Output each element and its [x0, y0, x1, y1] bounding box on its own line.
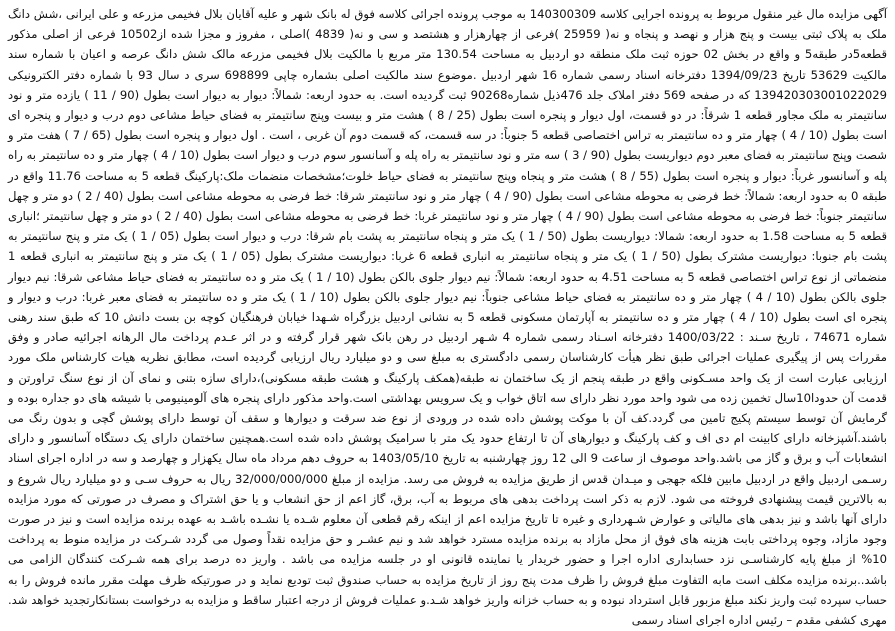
auction-notice-text: آگهی مزایده مال غیر منقول مربوط به پرونده اجرایی کلاسه 140300309 به موجب پرونده اجرائی کلاسه فوق له بانک شهر و علیه آقایان بلال فخیمی مزرعه و علی ایرانی ،شش دانگ ملک به پلاک ثبتی بیست و پنج هزار و نهصد و پنجاه و نه( 25959 )فرعی از چهارهزار و هشتصد و سی و نه( 4839 )اصلی ، مفروز و مجزا شده از10502 فرعی از اصلی مذکور قطعه5در طبقه5 و واقع در بخش 02 حوزه ثبت ملک منطقه دو اردبیل به مساحت 130.54 متر مربع با مالکیت بلال فخیمی مزرعه مالک شش دانگ عرصه و اعیان با شماره سند مالکیت 53629 تاریخ 1394/09/23 دفترخانه اسناد رسمی شماره 16 شهر اردبیل .موضوع سند مالکیت اصلی بشماره چاپی 698899 سری د سال 93 با شماره دفتر الکترونیکی 139420303001022029 که در صفحه 569 دفتر املاک جلد 476ذیل شماره90268 ثبت گردیده است. به حدود اربعه: شمالاً: دیوار به دیوار است بطول (90 / 11 ) یازده متر و نود سانتیمتر به ملک مجاور قطعه 1 شرقاً: در دو قسمت، اول دیوار و پنجره است بطول (25 / 8 ) هشت متر و بیست وپنج سانتیمتر به فضای حیاط مشاعی دوم درب و دیوار و پنجره ای است بطول (10 / 4 ) چهار متر و ده سانتیمتر به تراس اختصاصی قطعه 5 جنوباً: در سه قسمت، که قسمت دوم آن غربی ، است . اول دیوار و پنجره است بطول (65 / 7 ) هفت متر و شصت وپنج سانتیمتر به فضای معبر دوم دیواریست بطول (90 / 3 ) سه متر و نود سانتیمتر به راه پله و آسانسور سوم درب و دیوار است بطول (10 / 4 ) چهار متر و ده سانتیمتر به راه پله و آسانسور غرباً: دیوار و پنجره است بطول (55 / 8 ) هشت متر و پنجاه وپنج سانتیمتر به فضای حیاط خلوت؛مشخصات منضمات ملک:پارکینگ قطعه 5 به مساحت 11.76 واقع در طبقه 0 به حدود اربعه: شمالاً: خط فرضی به محوطه مشاعی است بطول (90 / 4 ) چهار متر و نود سانتیمتر شرقا: خط فرضی به محوطه مشاعی است بطول (40 / 2 ) دو متر و چهل سانتیمتر جنوباً: خط فرضی به محوطه مشاعی است بطول (90 / 4 ) چهار متر و نود سانتیمتر غربا: خط فرضی به محوطه مشاعی است بطول (40 / 2 ) دو متر و چهل سانتیمتر ؛انباری قطعه 5 به مساحت 1.58 به حدود اربعه: شمالا: دیواریست بطول (50 / 1 ) یک متر و پنجاه سانتیمتر به پشت بام شرقا: درب و دیوار است بطول (05 / 1 ) یک متر و پنج سانتیمتر به پشت بام جنوبا: دیواریست مشترک بطول (50 / 1 ) یک متر و پنجاه سانتیمتر به انباری قطعه 6 غربا: دیواریست مشترک بطول (05 / 1 ) یک متر و پنج سانتیمتر به انباری قطعه 1 منضماتی از نوع تراس اختصاصی قطعه 5 به مساحت 4.51 به حدود اربعه: شمالاً: نیم دیوار جلوی بالکن بطول (10 / 1 ) یک متر و ده سانتیمتر به فضای حیاط مشاعی شرقا: نیم دیوار جلوی بالکن بطول (10 / 4 ) چهار متر و ده سانتیمتر به فضای حیاط مشاعی جنوباً: نیم دیوار جلوی بالکن بطول (10 / 1 ) یک متر و ده سانتیمتر به فضای معبر غربا: درب و دیوار و پنجره ای است بطول (10 / 4 ) چهار متر و ده سانتیمتر به آپارتمان مسکونی قطعه 5 به نشانی اردبیل بزرگراه شـهدا خیابان فرهنگیان کوچه بن بست دانش 10 که طبق سند رهنی شماره 74671 ، تاریخ سـند : 1400/03/22 دفترخانه اسـناد رسمی شماره 4 شـهر اردبیل در رهن بانک شهر قرار گرفته و در اثر عـدم پرداخت مال الرهانه اجرائیه صادر و وفق مقررات پس از پیگیری عملیات اجرائی طبق نظر هیأت کارشناسان رسمی دادگستری به مبلغ سی و دو میلیارد ریال ارزیابی گردیده است، مطابق نظریه هیات کارشناس ملک مورد ارزیابی عبارت است از یک واحد مسـکونی واقع در طبقه پنجم از یک ساختمان نه طبقه(همکف پارکینگ و هشت طبقه مسکونی)،دارای سازه بتنی و نمای آن از نوع سنگ تراورتن و قدمت آن حدودا10سال تخمین زده می شود واحد مورد نظر دارای سه اتاق خواب و یک سرویس بهداشتی است.واحد مذکور دارای پنجره های آلومینیومی با شیشه های دو جداره بوده و گرمایش آن توسط سیستم پکیج تامین می گردد.کف آن با موکت پوشش داده شده در ورودی از نوع ضد سرقت و دیوارها و سقف آن توسط دارای پوشش گچی و بدون رنگ می باشند.آشپزخانه دارای کابینت ام دی اف و کف پارکینگ و دیوارهای آن تا ارتفاع حدود یک متر با سرامیک پوشش داده شده است.همچنین ساختمان دارای یک دستگاه آسانسور و دارای انشعابات آب و برق و گاز می باشد.واحد موصوف از ساعت 9 الی 12 روز چهارشنبه به تاریخ 1403/05/10 به حروف دهم مرداد ماه سال یکهزار و چهارصد و سه در اداره اجرای اسناد رسـمی اردبیل واقع در اردبیل مابین فلکه جهجی و میـدان قدس از طریق مزایده به فروش می رسد. مزایده از مبلغ 32/000/000/000 ریال به حروف سـی و دو میلیارد ریال شروع و به بالاترین قیمت پیشنهادی فروخته می شود. لازم به ذکر است پرداخت بدهی های مربوط به آب، برق، گاز اعم از حق انشعاب و یا حق اشتراک و مصرف در صورتی که مورد مزایده دارای آنها باشد و نیز بدهی های مالیاتی و عوارض شـهرداری و غیره تا تاریخ مزایده اعم از اینکه رقم قطعی آن معلوم شـده یا نشـده باشـد به عهده برنده مزایده است و نیز در صورت وجود مازاد، وجوه پرداختی بابت هزینه های فوق از محل مازاد به برنده مزایده مسترد خواهد شد و نیم عشـر و حق مزایده نقداً وصول می گردد شـرکت در مزایده منوط به پرداخت 10% از مبلغ پایه کارشناسـی نزد حسابداری اداره اجرا و حضور خریدار یا نماینده قانونی او در جلسه مزایده می باشد . واریز ده درصد برای همه شـرکت کنندگان الزامی می باشد..برنده مزایده مکلف است مابه التفاوت مبلغ فروش را ظرف مدت پنج روز از تاریخ مزایده به حساب صندوق ثبت تودیع نماید و در صورتیکه ظرف مهلت مقرر مانده فروش را به حساب سپرده ثبت واریز نکند مبلغ مزبور قابل استرداد نبوده و به حساب خزانه واریز خواهد شـد.و عملیات فروش از درجه اعتبار ساقط و مزایده به درخواست بستانکارتجدید خواهد شد. مهری کشفی مقدم – رئیس اداره اجرای اسناد رسمی — [8, 7, 888, 628]
